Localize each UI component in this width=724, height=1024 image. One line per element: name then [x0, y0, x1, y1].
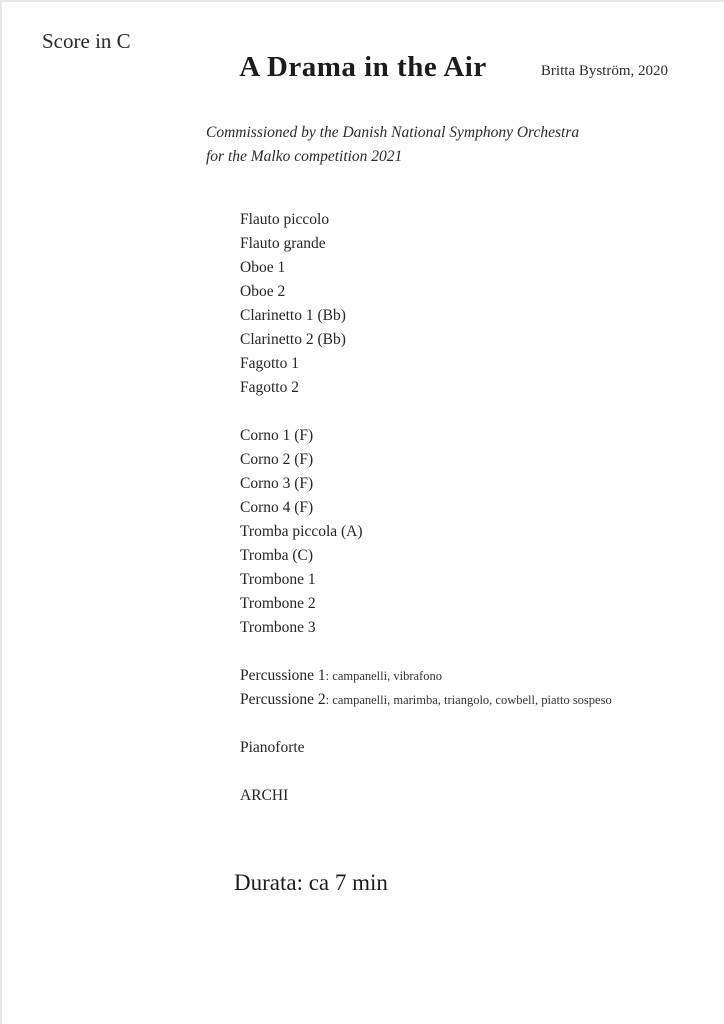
percussion-label: Percussione 2 — [240, 691, 326, 708]
keyboard-group — [240, 736, 612, 760]
strings-group — [240, 784, 612, 808]
percussion-detail: : campanelli, marimba, triangolo, cowbell, piatto sospeso — [325, 693, 612, 707]
instrument-line: Corno 2 (F) — [240, 451, 314, 468]
composer-credit: Britta Byström, 2020 — [540, 63, 668, 79]
instrument-line: Flauto grande — [240, 235, 326, 252]
commission-note — [206, 121, 579, 169]
instrument-line: Fagotto 1 — [240, 355, 299, 372]
instrument-line: Trombone 2 — [240, 595, 316, 612]
commission-line-2: for the Malko competition 2021 — [206, 148, 403, 165]
duration-note: Durata: ca 7 min — [234, 870, 388, 895]
instrument-line: Flauto piccolo — [240, 211, 330, 228]
instrument-line: Oboe 2 — [240, 283, 286, 300]
brass-group — [240, 424, 612, 640]
instrument-line: Pianoforte — [240, 739, 305, 756]
percussion-label: Percussione 1 — [240, 667, 326, 684]
instrument-line: Clarinetto 2 (Bb) — [240, 331, 346, 348]
instrument-line: Clarinetto 1 (Bb) — [240, 307, 346, 324]
page-title: A Drama in the Air — [239, 51, 487, 83]
instrument-line: Corno 3 (F) — [240, 475, 314, 492]
instrument-line: Fagotto 2 — [240, 379, 299, 396]
instrumentation-list — [240, 208, 612, 832]
instrument-line: Oboe 1 — [240, 259, 286, 276]
instrument-line: Tromba piccola (A) — [240, 523, 363, 540]
woodwinds-group — [240, 208, 612, 400]
instrument-line: Trombone 3 — [240, 619, 316, 636]
instrument-line: ARCHI — [240, 787, 289, 804]
score-in-c-label: Score in C — [42, 29, 131, 53]
instrument-line: Corno 4 (F) — [240, 499, 314, 516]
commission-line-1: Commissioned by the Danish National Symphony Orchestra — [206, 124, 580, 141]
instrument-line — [240, 688, 612, 712]
percussion-group — [240, 664, 612, 712]
instrument-line: Trombone 1 — [240, 571, 316, 588]
percussion-detail: : campanelli, vibrafono — [325, 669, 442, 683]
instrument-line: Corno 1 (F) — [240, 427, 314, 444]
instrument-line — [240, 664, 612, 688]
instrument-line: Tromba (C) — [240, 547, 314, 564]
